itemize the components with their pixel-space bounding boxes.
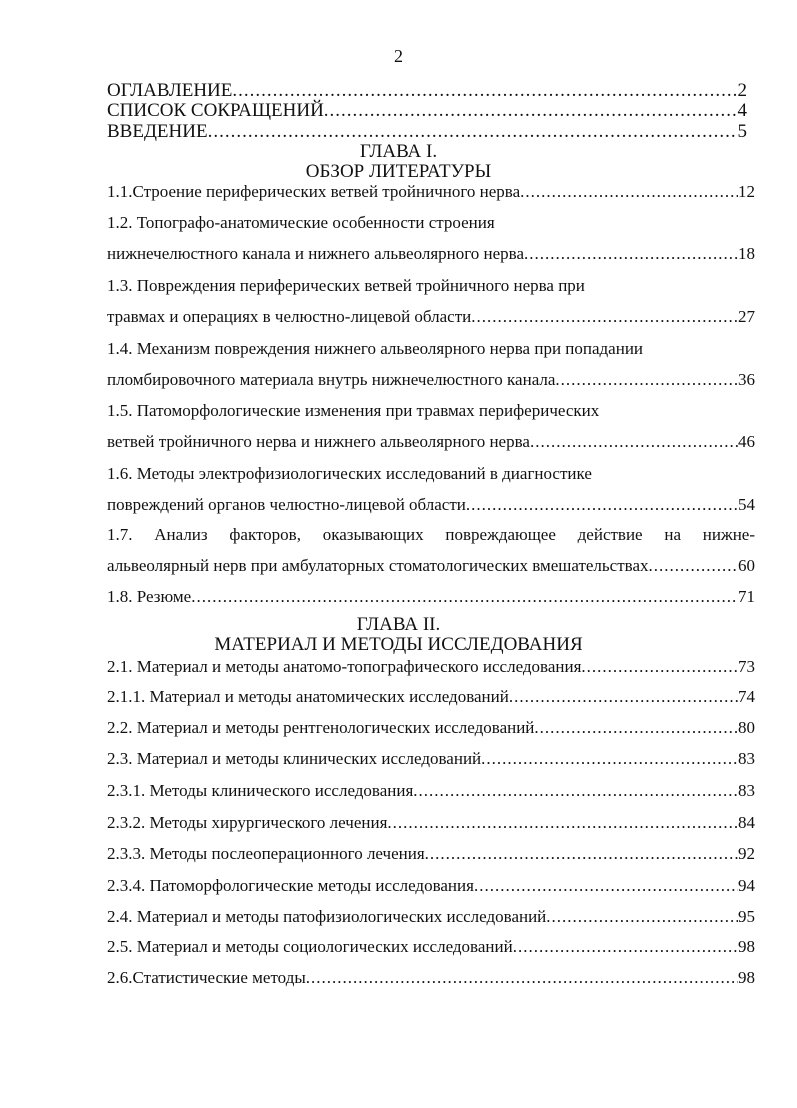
toc-entry-1-6[interactable]: повреждений органов челюстно-лицевой области ..... 54 (107, 495, 755, 515)
toc-entry-1-2[interactable]: нижнечелюстного канала и нижнего альвеолярного нерва ..... 18 (107, 244, 755, 264)
page-number: 2 (394, 46, 403, 66)
toc-entry-1-4[interactable]: пломбировочного материала внутрь нижнечелюстного канала ..... 36 (107, 370, 755, 390)
toc-entry-1-6-line1: 1.6. Методы электрофизиологических исследований в диагностике (107, 464, 592, 483)
toc-entry-1-5[interactable]: ветвей тройничного нерва и нижнего альвеолярного нерва ..... 46 (107, 432, 755, 452)
toc-entry-2-3-3[interactable]: 2.3.3. Методы послеоперационного лечения ..... 92 (107, 844, 755, 864)
toc-entry-1-2-line1: 1.2. Топографо-анатомические особенности строения (107, 213, 495, 232)
toc-entry-abbreviations[interactable]: СПИСОК СОКРАЩЕНИЙ ..... 4 (107, 100, 747, 122)
toc-entry-2-1[interactable]: 2.1. Материал и методы анатомо-топографического исследования ..... 73 (107, 657, 755, 677)
toc-entry-1-3-line1: 1.3. Повреждения периферических ветвей тройничного нерва при (107, 276, 585, 295)
toc-entry-1-4-line1: 1.4. Механизм повреждения нижнего альвеолярного нерва при попадании (107, 339, 644, 358)
toc-entry-2-4[interactable]: 2.4. Материал и методы патофизиологических исследований ..... 95 (107, 907, 755, 927)
toc-entry-1-3[interactable]: травмах и операциях в челюстно-лицевой области ..... 27 (107, 307, 755, 327)
toc-entry-2-6[interactable]: 2.6.Статистические методы ..... 98 (107, 968, 755, 988)
chapter-2-label: ГЛАВА II. (356, 614, 441, 635)
toc-entry-2-5[interactable]: 2.5. Материал и методы социологических исследований ..... 98 (107, 937, 755, 957)
toc-entry-1-7-line1: 1.7. Анализ факторов, оказывающих повреждающее действие на нижне- (107, 525, 755, 544)
toc-entry-2-3[interactable]: 2.3. Материал и методы клинических исследований ..... 83 (107, 749, 755, 769)
toc-entry-1-8[interactable]: 1.8. Резюме ..... 71 (107, 587, 755, 607)
toc-entry-1-5-line1: 1.5. Патоморфологические изменения при травмах периферических (107, 401, 600, 420)
chapter-1-title: ОБЗОР ЛИТЕРАТУРЫ (305, 161, 492, 182)
chapter-2-title: МАТЕРИАЛ И МЕТОДЫ ИССЛЕДОВАНИЯ (214, 634, 583, 655)
toc-entry-introduction[interactable]: ВВЕДЕНИЕ ..... 5 (107, 121, 747, 143)
toc-entry-2-3-1[interactable]: 2.3.1. Методы клинического исследования ..... 83 (107, 781, 755, 801)
toc-entry-1-7[interactable]: альвеолярный нерв при амбулаторных стоматологических вмешательствах ..... 60 (107, 556, 755, 576)
chapter-1-label: ГЛАВА I. (359, 141, 438, 162)
toc-entry-contents[interactable]: ОГЛАВЛЕНИЕ ..... 2 (107, 80, 747, 102)
toc-entry-2-2[interactable]: 2.2. Материал и методы рентгенологических исследований ..... 80 (107, 718, 755, 738)
toc-entry-1-1[interactable]: 1.1.Строение периферических ветвей тройничного нерва ..... 12 (107, 182, 755, 202)
toc-entry-2-3-4[interactable]: 2.3.4. Патоморфологические методы исследования ..... 94 (107, 876, 755, 896)
toc-entry-2-1-1[interactable]: 2.1.1. Материал и методы анатомических исследований ..... 74 (107, 687, 755, 707)
toc-entry-2-3-2[interactable]: 2.3.2. Методы хирургического лечения ..... 84 (107, 813, 755, 833)
